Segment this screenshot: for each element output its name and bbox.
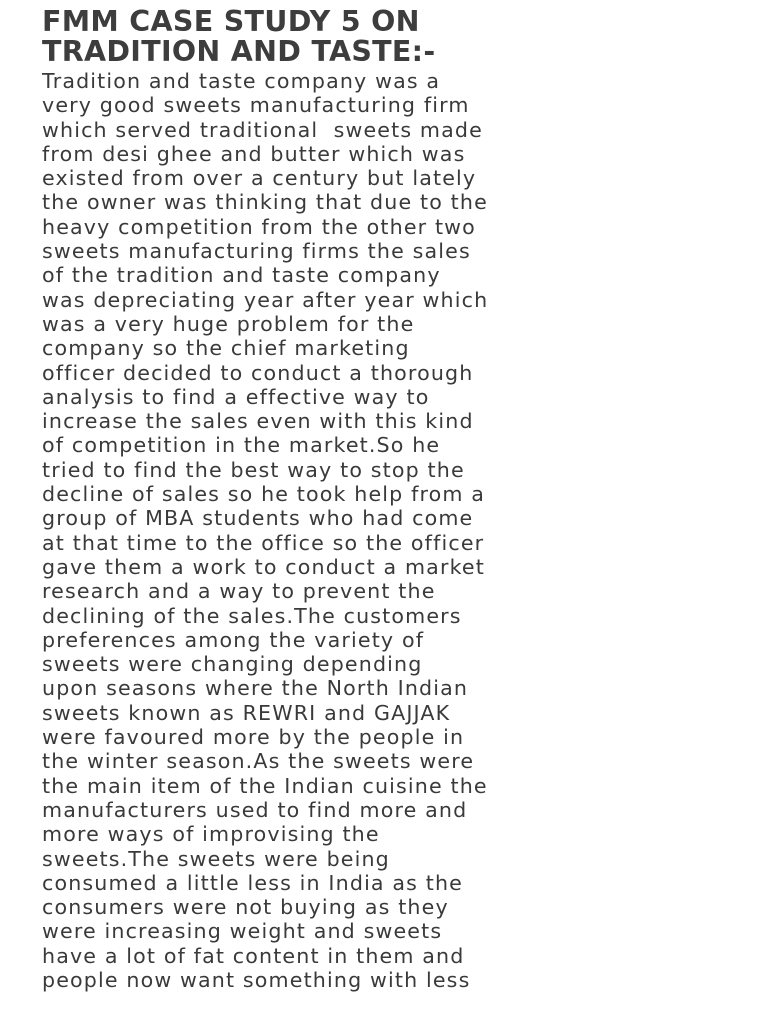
title-line: TRADITION AND TASTE:- (42, 35, 436, 68)
body-line: gave them a work to conduct a market (42, 554, 485, 579)
body-line: consumers were not buying as they (42, 895, 449, 920)
body-line: Tradition and taste company was a (42, 69, 441, 93)
body-line: group of MBA students who had come (42, 506, 474, 531)
body-line: have a lot of fat content in them and (42, 943, 465, 968)
body-line: tried to find the best way to stop the (42, 457, 465, 482)
body-line: were favoured more by the people in (42, 725, 465, 750)
body-line: heavy competition from the other two (42, 214, 476, 239)
body-line: preferences among the variety of (42, 627, 425, 652)
body-line: of the tradition and taste company (42, 263, 441, 288)
body-line: the main item of the Indian cuisine the (42, 773, 488, 798)
body-line: manufacturers used to find more and (42, 797, 468, 822)
body-line: people now want something with less (42, 967, 471, 992)
document-title (42, 7, 436, 67)
body-line: very good sweets manufacturing firm (42, 93, 470, 118)
body-line: company so the chief marketing (42, 336, 410, 361)
body-line: sweets were changing depending (42, 652, 423, 677)
body-line: was depreciating year after year which (42, 287, 489, 312)
body-line: were increasing weight and sweets (42, 919, 443, 944)
body-line: consumed a little less in India as the (42, 870, 463, 895)
body-line: which served traditional sweets made (42, 117, 483, 142)
body-line: of competition in the market.So he (42, 433, 441, 458)
body-line: the owner was thinking that due to the (42, 190, 488, 215)
body-line: more ways of improvising the (42, 822, 380, 847)
body-line: decline of sales so he took help from a (42, 482, 486, 507)
body-line: sweets known as REWRI and GAJJAK (42, 700, 451, 725)
body-line: existed from over a century but lately (42, 166, 477, 191)
body-line: sweets manufacturing firms the sales (42, 239, 471, 264)
body-line: upon seasons where the North Indian (42, 676, 469, 701)
document-body (42, 69, 488, 992)
body-line: analysis to find a effective way to (42, 384, 430, 409)
body-line: declining of the sales.The customers (42, 603, 462, 628)
body-line: increase the sales even with this kind (42, 409, 474, 434)
body-line: sweets.The sweets were being (42, 846, 390, 871)
body-line: the winter season.As the sweets were (42, 749, 475, 774)
body-line: was a very huge problem for the (42, 311, 415, 336)
body-line: at that time to the office so the officer (42, 530, 485, 555)
body-line: from desi ghee and butter which was (42, 141, 466, 166)
body-line: officer decided to conduct a thorough (42, 360, 474, 385)
title-line: FMM CASE STUDY 5 ON (42, 5, 420, 38)
body-line: research and a way to prevent the (42, 579, 436, 604)
